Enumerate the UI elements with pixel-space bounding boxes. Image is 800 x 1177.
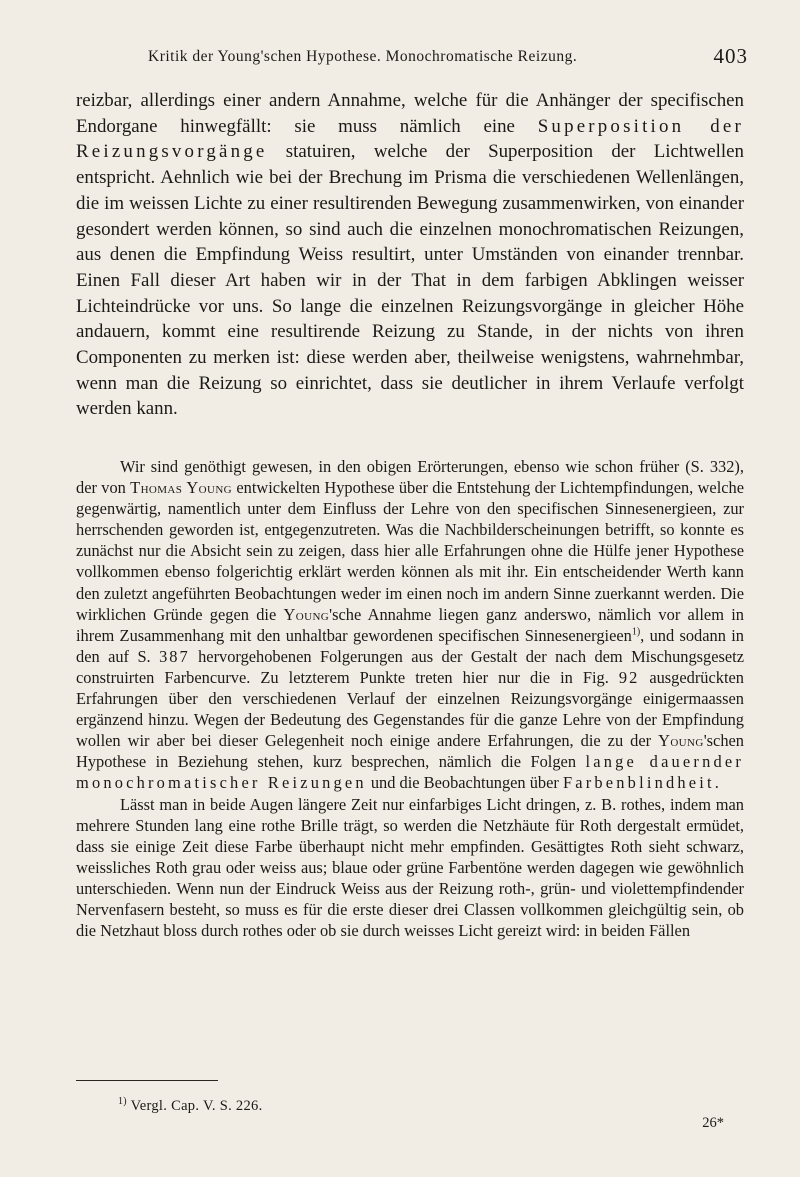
paragraph-2 [76, 456, 744, 794]
text-run: und die Beobachtungen über [366, 773, 563, 793]
text-run: 'sche Annahme liegen ganz anderswo, nämlich vor allem in ihrem Zusammenhang mit den unhaltbar gewordenen specifischen Sinnesenergieen [76, 604, 744, 645]
footnote-marker: 1) [118, 1096, 127, 1108]
page-number: 403 [713, 44, 748, 68]
text-run: entwickelten Hypothese über die Entstehung der Lichtempfindungen, welche gegenwärtig, namentlich unter dem Einfluss der Lehre von den specifischen Sinnesenergieen, zur herrschenden geworden ist, entgegenzutreten. Was die Nachbilderscheinungen betrifft, so konnte es zunächst nur die Absicht sein zu zeigen, dass hier alle Erfahrungen ohne die Hülfe jener Hypothese vollkommen ebenso folgerichtig erklärt werden können als mit ihr. Ein entscheidender Werth kann den zuletzt angeführten Beobachtungen weder im einen noch im andern Sinne zuerkannt werden. Die wirklichen Gründe gegen die [76, 478, 744, 624]
emphasis-spaced: lange dauernder monochromatischer Reizungen [76, 752, 744, 793]
continued-paragraph [76, 88, 744, 422]
author-name: Young [658, 731, 704, 751]
figure-reference: 92 [618, 667, 640, 687]
text-run: 'schen Hypothese in Beziehung stehen, kurz besprechen, nämlich die Folgen [76, 731, 744, 772]
emphasis-spaced: Superposition der Reizungsvorgänge [76, 115, 744, 163]
text-run: , und sodann in den auf S. [76, 625, 744, 666]
printer-signature: 26* [702, 1115, 724, 1131]
main-text [76, 456, 744, 941]
footnote-ref: 1) [631, 626, 641, 638]
text-run: statuiren, welche der Superposition der Lichtwellen entspricht. Aehnlich wie bei der Brechung im Prisma die verschiedenen Wellenlängen, die im weissen Lichte zu einer resultirenden Bewegung zusammenwirken, von einander gesondert werden können, so sind auch die einzelnen monochromatischen Reizungen, aus denen die Empfindung Weiss resultirt, unter Umständen von einander trennbar. Einen Fall dieser Art haben wir in der That in dem farbigen Abklingen weisser Lichteindrücke vor uns. So lange die einzelnen Reizungsvorgänge in gleicher Höhe andauern, kommt eine resultirende Reizung zu Stande, in der nichts von ihren Componenten zu merken ist: diese werden aber, theilweise wenigstens, wahrnehmbar, wenn man die Reizung so einrichtet, dass sie deutlicher in ihrem Verlaufe verfolgt werden kann. [76, 141, 744, 420]
running-title: Kritik der Young'schen Hypothese. Monochromatische Reizung. [148, 48, 578, 65]
footnote-divider [76, 1080, 218, 1081]
author-name: Thomas Young [130, 478, 233, 498]
text-run: ausgedrückten Erfahrungen über den verschiedenen Verlauf der einzelnen Reizungsvorgänge einigermaassen ergänzend hinzu. Wegen der Bedeutung des Gegenstandes für die ganze Lehre von der Empfindung wollen wir aber bei dieser Gelegenheit noch einige andere Erfahrungen, die zu der [76, 667, 744, 751]
text-run: . [714, 773, 719, 793]
author-name: Young [283, 604, 330, 624]
paragraph-3: Lässt man in beide Augen längere Zeit nur einfarbiges Licht dringen, z. B. rothes, indem man mehrere Stunden lang eine rothe Brille trägt, so werden die Netzhäute für Roth dergestalt ermüdet, dass sie einige Zeit diese Farbe überhaupt nicht mehr empfinden. Gesättigtes Roth sieht schwarz, weissliches Roth grau oder weiss aus; blaue oder grüne Farbentöne werden dagegen wie gewöhnlich unterschieden. Wenn nun der Eindruck Weiss aus der Reizung roth-, grün- und violettempfindender Nervenfasern besteht, so muss es für die erste dieser drei Classen vollkommen gleichgültig sein, ob die Netzhaut bloss durch rothes oder ob sie durch weisses Licht gereizt wird: in beiden Fällen [76, 794, 744, 941]
page-header [76, 44, 748, 70]
text-run: reizbar, allerdings einer andern Annahme, welche für die Anhänger der specifischen Endorgane hinwegfällt: sie muss nämlich eine [76, 90, 744, 137]
footnote-text: Vergl. Cap. V. S. 226. [130, 1098, 263, 1114]
text-run: Wir sind genöthigt gewesen, in den obigen Erörterungen, ebenso wie schon früher (S. 332), der von [76, 457, 744, 498]
footnote [118, 1098, 263, 1115]
text-run: hervorgehobenen Folgerungen aus der Gestalt der nach dem Mischungsgesetz construirten Farbencurve. Zu letzterem Punkte treten hier nur die in Fig. [76, 646, 744, 687]
paragraph-1 [76, 88, 744, 422]
emphasis-spaced: Farbenblindheit [562, 773, 715, 793]
page-reference: 387 [159, 646, 190, 666]
